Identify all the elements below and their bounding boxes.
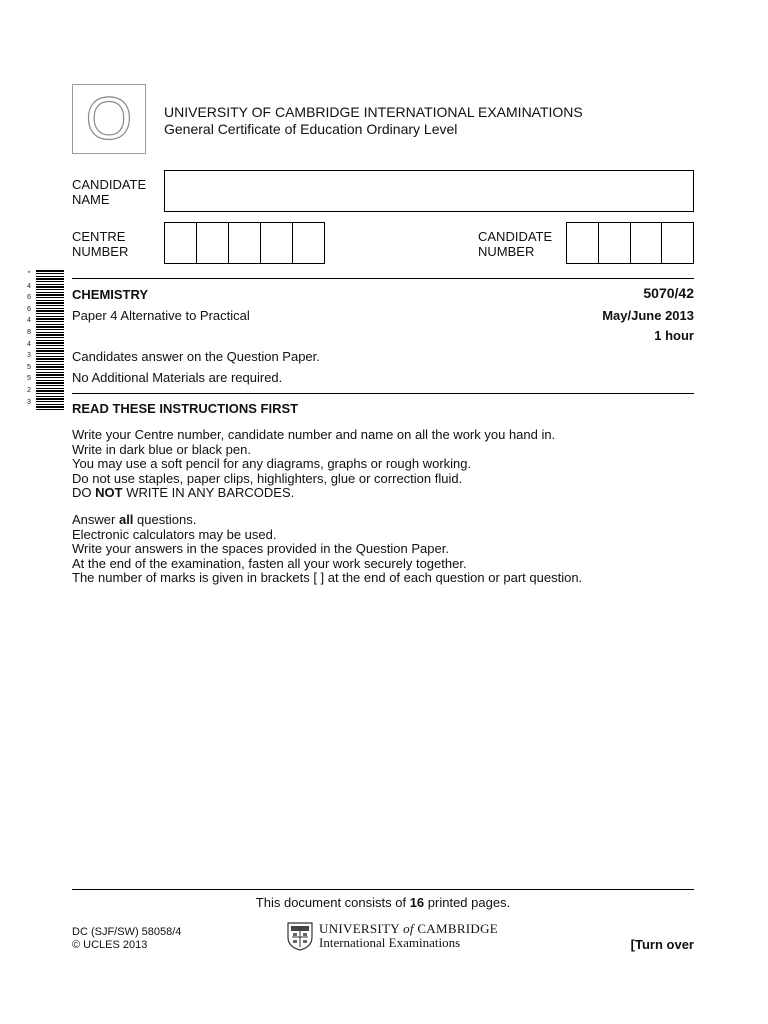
- ucie-logo-line2: International Examinations: [319, 935, 461, 950]
- centre-number-cell[interactable]: [293, 223, 324, 263]
- instruction-text: WRITE IN ANY BARCODES.: [122, 485, 295, 501]
- centre-number-cell[interactable]: [197, 223, 229, 263]
- centre-number-label: [72, 229, 128, 259]
- barcode-digit: 6: [26, 294, 32, 303]
- candidate-name-label: [72, 177, 146, 207]
- barcode-digits: [24, 270, 34, 409]
- barcode-digit: 3: [26, 352, 32, 361]
- instruction-emphasis: all: [118, 512, 134, 527]
- barcode: [36, 270, 64, 410]
- centre-number-boxes[interactable]: [164, 222, 325, 264]
- ucie-logo-text: CAMBRIDGE: [413, 921, 499, 936]
- barcode-digit: 4: [26, 340, 32, 349]
- barcode-digit: 2: [26, 386, 32, 395]
- instruction-line: You may use a soft pencil for any diagrams, graphs or rough working.: [72, 456, 472, 472]
- centre-number-label-line1: CENTRE: [72, 229, 126, 244]
- document-reference: DC (SJF/SW) 58058/4: [72, 926, 182, 938]
- candidate-number-cell[interactable]: [631, 223, 663, 263]
- instructions-block-2: [72, 513, 692, 586]
- certificate-title: General Certificate of Education Ordinary Level: [164, 121, 458, 137]
- instruction-text: Answer: [72, 512, 119, 527]
- barcode-digit: 5: [26, 375, 32, 384]
- instruction-line: Write your answers in the spaces provided in the Question Paper.: [72, 541, 449, 557]
- exam-session: May/June 2013: [602, 308, 694, 323]
- divider-middle: [72, 393, 694, 394]
- barcode-digit: 8: [26, 328, 32, 337]
- candidate-number-label-line1: CANDIDATE: [478, 229, 553, 244]
- page-count-note: [72, 895, 694, 910]
- subject-title: CHEMISTRY: [72, 287, 149, 302]
- candidate-number-label-line2: NUMBER: [478, 244, 535, 259]
- materials-note: No Additional Materials are required.: [72, 370, 283, 385]
- instruction-text: DO: [72, 485, 96, 501]
- instructions-block-1: [72, 428, 692, 501]
- candidate-name-label-line2: NAME: [72, 192, 110, 207]
- turn-over-note: [Turn over: [630, 937, 694, 952]
- divider-top: [72, 278, 694, 279]
- ucie-logo-of: of: [403, 921, 414, 936]
- barcode-digit: *: [26, 271, 32, 279]
- centre-number-label-line2: NUMBER: [72, 244, 129, 259]
- paper-title: Paper 4 Alternative to Practical: [72, 308, 250, 323]
- instructions-heading: READ THESE INSTRUCTIONS FIRST: [72, 401, 299, 416]
- candidate-number-label: [478, 229, 552, 259]
- instruction-line-answer: [72, 513, 692, 528]
- candidate-number-boxes[interactable]: [566, 222, 694, 264]
- candidate-number-cell[interactable]: [599, 223, 631, 263]
- instruction-line: Write your Centre number, candidate number and name on all the work you hand in.: [72, 427, 556, 442]
- instruction-emphasis: NOT: [95, 485, 123, 501]
- centre-number-cell[interactable]: [229, 223, 261, 263]
- page-count-text: printed pages.: [424, 895, 511, 910]
- page-count-number: 16: [409, 895, 425, 910]
- university-title: UNIVERSITY OF CAMBRIDGE INTERNATIONAL EXAMINATIONS: [164, 104, 583, 120]
- answer-on-paper-note: Candidates answer on the Question Paper.: [72, 349, 320, 364]
- candidate-number-cell[interactable]: [662, 223, 693, 263]
- centre-number-cell[interactable]: [165, 223, 197, 263]
- barcode-digit: 4: [26, 282, 32, 291]
- paper-code: 5070/42: [643, 285, 694, 301]
- barcode-digit: 6: [26, 305, 32, 314]
- barcode-digit: 5: [26, 363, 32, 372]
- barcode-digit: 3: [26, 398, 32, 407]
- ucie-logo-text: UNIVERSITY: [319, 921, 404, 936]
- instruction-text: questions.: [133, 512, 197, 527]
- copyright-notice: © UCLES 2013: [72, 939, 148, 951]
- candidate-name-box[interactable]: [164, 170, 694, 212]
- instruction-line: Write in dark blue or black pen.: [72, 441, 251, 457]
- instruction-line: At the end of the examination, fasten all your work securely together.: [72, 555, 467, 571]
- instruction-line: Do not use staples, paper clips, highlighters, glue or correction fluid.: [72, 470, 463, 486]
- page-count-text: This document consists of: [255, 895, 410, 910]
- exam-level-logo: [72, 84, 146, 154]
- divider-footer: [72, 889, 694, 890]
- cambridge-crest-icon: [286, 921, 314, 951]
- exam-duration: 1 hour: [654, 328, 694, 343]
- candidate-number-cell[interactable]: [567, 223, 599, 263]
- candidate-name-label-line1: CANDIDATE: [72, 177, 147, 192]
- instruction-line-barcodes: [72, 486, 692, 501]
- barcode-digit: 4: [26, 317, 32, 326]
- logo-letter: O: [85, 85, 133, 152]
- instruction-line: The number of marks is given in brackets [ ] at the end of each question or part question.: [72, 570, 583, 586]
- instruction-line: Electronic calculators may be used.: [72, 526, 277, 542]
- centre-number-cell[interactable]: [261, 223, 293, 263]
